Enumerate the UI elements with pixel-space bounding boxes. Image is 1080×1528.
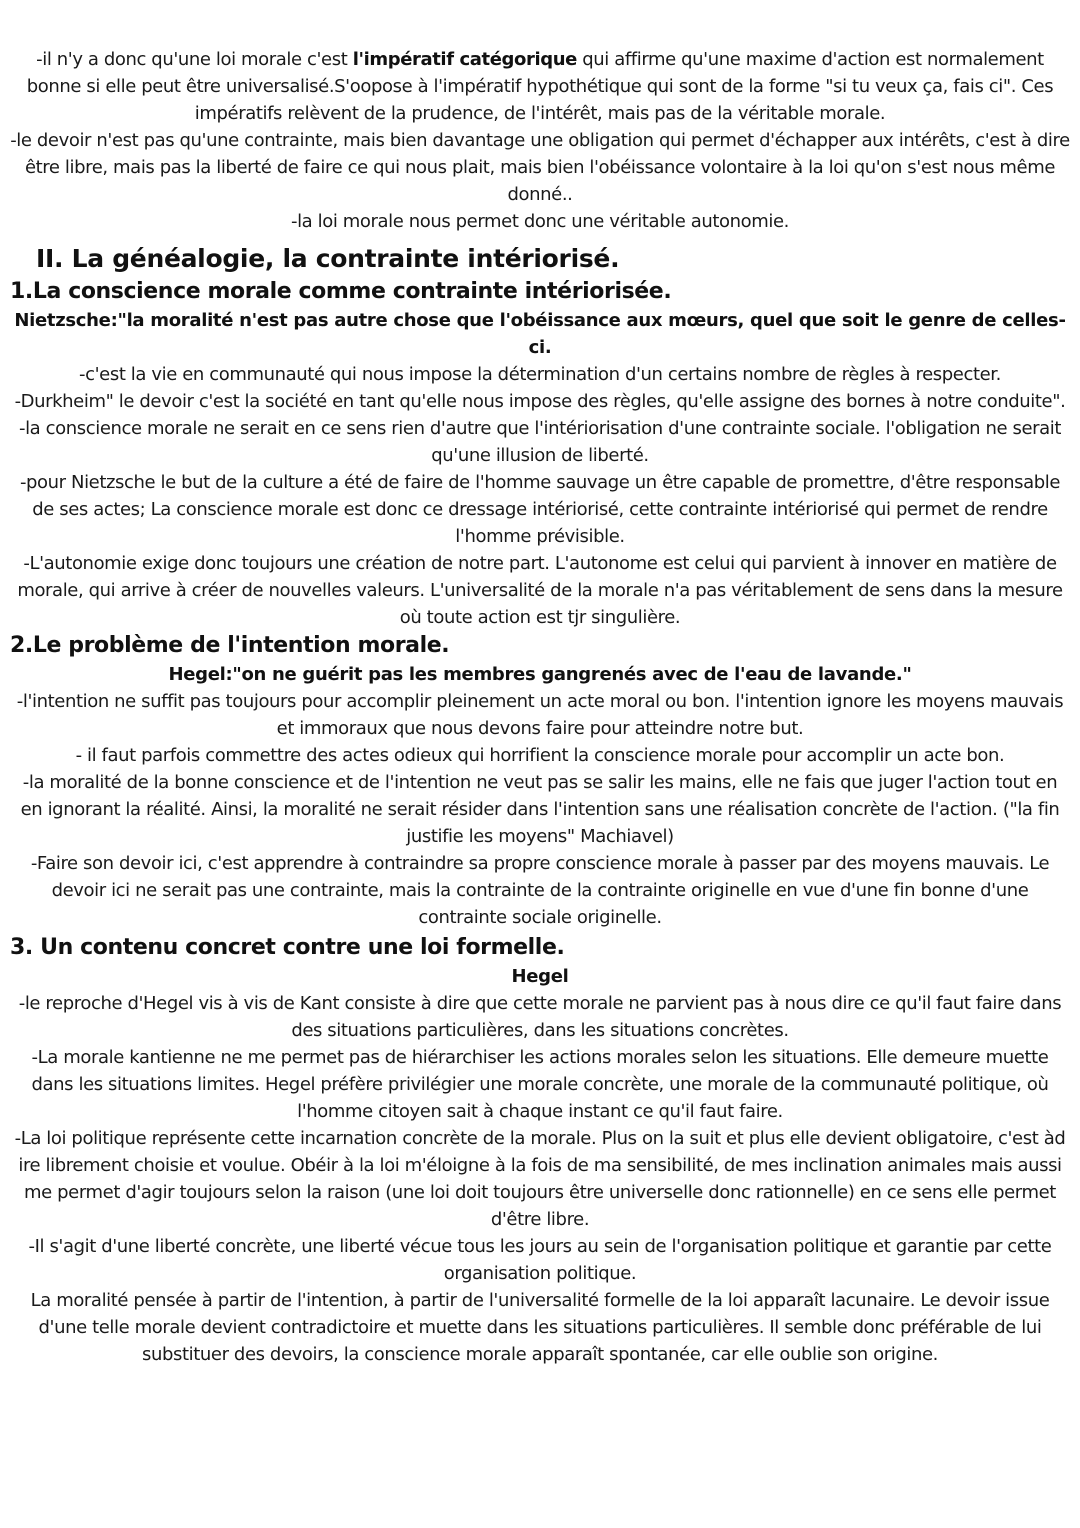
paragraph: -L'autonomie exige donc toujours une création de notre part. L'autonome est celui qui parvient à innover en matière de morale, qui arrive à créer de nouvelles valeurs. L'universalité de la morale n'a pas véritablement de sens dans la mesure où toute action est tjr singulière. <box>17 553 1063 628</box>
paragraph: -le reproche d'Hegel vis à vis de Kant consiste à dire que cette morale ne parvient pas à nous dire ce qu'il faut faire dans des situations particulières, dans les situations concrètes. <box>18 993 1062 1041</box>
paragraph: -Faire son devoir ici, c'est apprendre à contraindre sa propre conscience morale à passer par des moyens mauvais. Le devoir ici ne serait pas une contrainte, mais la contrainte de la contrainte originelle en vue d'une fin bonne d'une contrainte sociale originelle. <box>30 853 1050 928</box>
paragraph: -pour Nietzsche le but de la culture a été de faire de l'homme sauvage un être capable de promettre, d'être responsable de ses actes; La conscience morale est donc ce dressage intériorisé, cette contrainte intériorisé qui permet de rendre l'homme prévisible. <box>19 472 1061 547</box>
paragraph-text: -il n'y a donc qu'une loi morale c'est <box>36 49 353 70</box>
paragraph: -la moralité de la bonne conscience et de l'intention ne veut pas se salir les mains, elle ne fais que juger l'action tout en en ignorant la réalité. Ainsi, la moralité ne serait résider dans l'intention sans une réalisation concrète de l'action. ("la fin justifie les moyens" Machiavel) <box>20 772 1060 847</box>
quote-nietzsche: Nietzsche:"la moralité n'est pas autre chose que l'obéissance aux mœurs, quel que soit le genre de celles-ci. <box>14 310 1066 358</box>
paragraph-duty: -le devoir n'est pas qu'une contrainte, mais bien davantage une obligation qui permet d'échapper aux intérêts, c'est à dire être libre, mais pas la liberté de faire ce qui nous plait, mais bien l'obéissance volontaire à la loi qu'on s'est nous même donné.. <box>10 130 1070 205</box>
paragraph: - il faut parfois commettre des actes odieux qui horrifient la conscience morale pour accomplir un acte bon. <box>75 745 1005 766</box>
subsection-heading-3: 3. Un contenu concret contre une loi formelle. <box>10 935 565 960</box>
quote-hegel: Hegel:"on ne guérit pas les membres gangrenés avec de l'eau de lavande." <box>168 664 912 685</box>
paragraph: -Durkheim" le devoir c'est la société en tant qu'elle nous impose des règles, qu'elle assigne des bornes à notre conduite". <box>14 391 1066 412</box>
paragraph: -c'est la vie en communauté qui nous impose la détermination d'un certains nombre de règles à respecter. <box>79 364 1001 385</box>
subsection-heading-1: 1.La conscience morale comme contrainte intériorisée. <box>10 279 672 304</box>
paragraph: -Il s'agit d'une liberté concrète, une liberté vécue tous les jours au sein de l'organisation politique et garantie par cette organisation politique. <box>28 1236 1052 1284</box>
paragraph: -la conscience morale ne serait en ce sens rien d'autre que l'intériorisation d'une contrainte sociale. l'obligation ne serait qu'une illusion de liberté. <box>18 418 1062 466</box>
paragraph: -La morale kantienne ne me permet pas de hiérarchiser les actions morales selon les situations. Elle demeure muette dans les situations limites. Hegel préfère privilégier une morale concrète, une morale de la communauté politique, où l'homme citoyen sait à chaque instant ce qu'il faut faire. <box>31 1047 1049 1122</box>
quote-author-hegel: Hegel <box>511 966 569 987</box>
paragraph-conclusion: La moralité pensée à partir de l'intention, à partir de l'universalité formelle de la loi apparaît lacunaire. Le devoir issue d'une telle morale devient contradictoire et muette dans les situations particulières. Il semble donc préférable de lui substituer des devoirs, la conscience morale apparaît spontanée, car elle oublie son origine. <box>30 1290 1050 1365</box>
subsection-heading-2: 2.Le problème de l'intention morale. <box>10 633 450 658</box>
section-title: II. La généalogie, la contrainte intériorisé. <box>36 244 620 273</box>
bold-term: l'impératif catégorique <box>352 49 577 70</box>
paragraph: -La loi politique représente cette incarnation concrète de la morale. Plus on la suit et plus elle devient obligatoire, c'est àd ire librement choisie et voulue. Obéir à la loi m'éloigne à la fois de ma sensibilité, de mes inclination animales mais aussi me permet d'agir toujours selon la raison (une loi doit toujours être universelle donc rationnelle) en ce sens elle permet d'être libre. <box>14 1128 1066 1230</box>
paragraph-text: qui affirme qu'une maxime d'action est normalement bonne si elle peut être universalisé.S'oopose à l'impératif hypothétique qui sont de la forme "si tu veux ça, fais ci". Ces impératifs relèvent de la prudence, de l'intérêt, mais pas de la véritable morale. <box>26 49 1054 124</box>
paragraph: -l'intention ne suffit pas toujours pour accomplir pleinement un acte moral ou bon. l'intention ignore les moyens mauvais et immoraux que nous devons faire pour atteindre notre but. <box>16 691 1064 739</box>
paragraph-autonomy: -la loi morale nous permet donc une véritable autonomie. <box>290 211 790 232</box>
paragraph-categorical-imperative <box>10 46 1070 127</box>
